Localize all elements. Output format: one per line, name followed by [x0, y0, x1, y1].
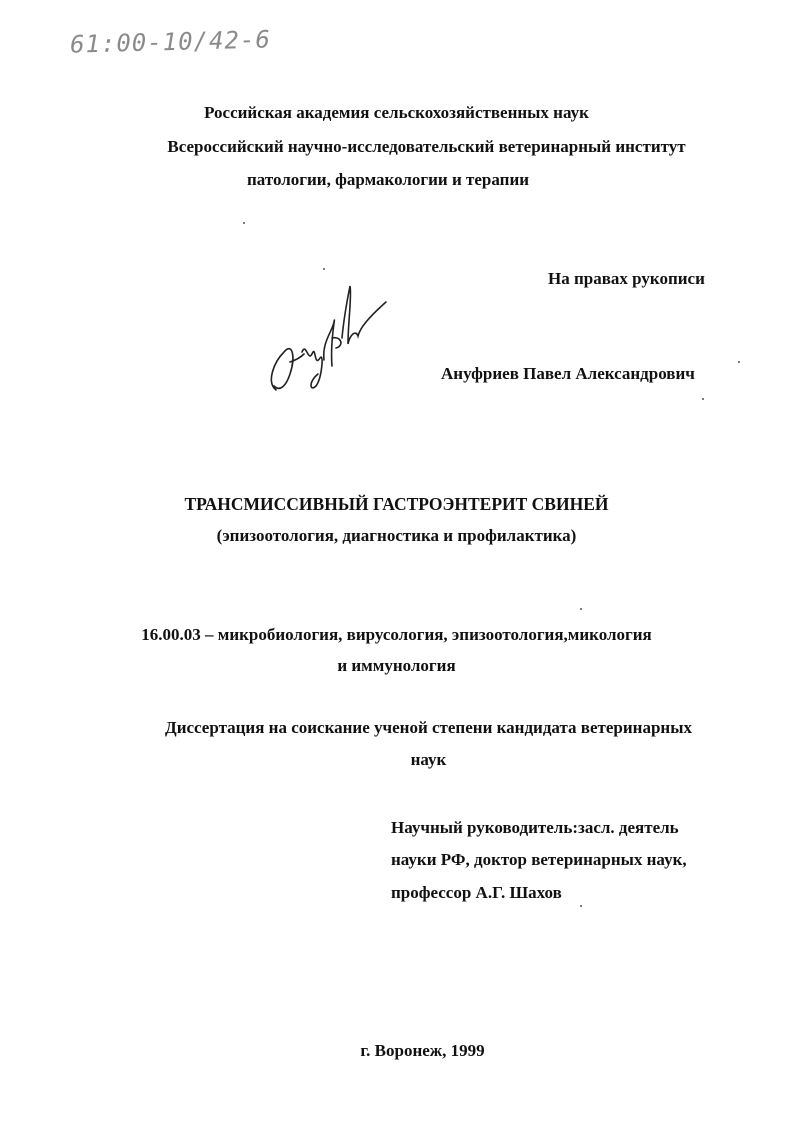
degree-line-2: наук — [410, 750, 447, 769]
scan-speck — [738, 361, 740, 363]
manuscript-note: На правах рукописи — [548, 269, 705, 288]
scan-speck — [702, 398, 704, 400]
degree-line-1: Диссертация на соискание ученой степени кандидата ветеринарных — [165, 718, 692, 737]
scan-speck — [323, 268, 325, 270]
scan-speck — [243, 222, 245, 224]
supervisor-line-1: Научный руководитель:засл. деятель — [391, 818, 679, 837]
city-year: г. Воронеж, 1999 — [360, 1041, 485, 1060]
author-signature — [262, 282, 392, 402]
scan-speck — [580, 905, 582, 907]
archive-number: 61:00-10/42-6 — [69, 25, 272, 59]
dissertation-subtitle: (эпизоотология, диагностика и профилактика) — [216, 526, 577, 545]
supervisor-line-3: профессор А.Г. Шахов — [391, 883, 562, 902]
scan-speck — [580, 608, 582, 610]
specialty-line-1: 16.00.03 – микробиология, вирусология, эпизоотология,микология — [141, 625, 652, 644]
header-line-department: патологии, фармакологии и терапии — [247, 170, 530, 189]
author-name: Ануфриев Павел Александрович — [441, 364, 695, 383]
supervisor-line-2: науки РФ, доктор ветеринарных наук, — [391, 850, 687, 869]
dissertation-title: ТРАНСМИССИВНЫЙ ГАСТРОЭНТЕРИТ СВИНЕЙ — [184, 494, 609, 514]
header-line-academy: Российская академия сельскохозяйственных наук — [204, 103, 589, 122]
specialty-line-2: и иммунология — [337, 656, 456, 675]
header-line-institute: Всероссийский научно-исследовательский ветеринарный институт — [167, 137, 686, 156]
